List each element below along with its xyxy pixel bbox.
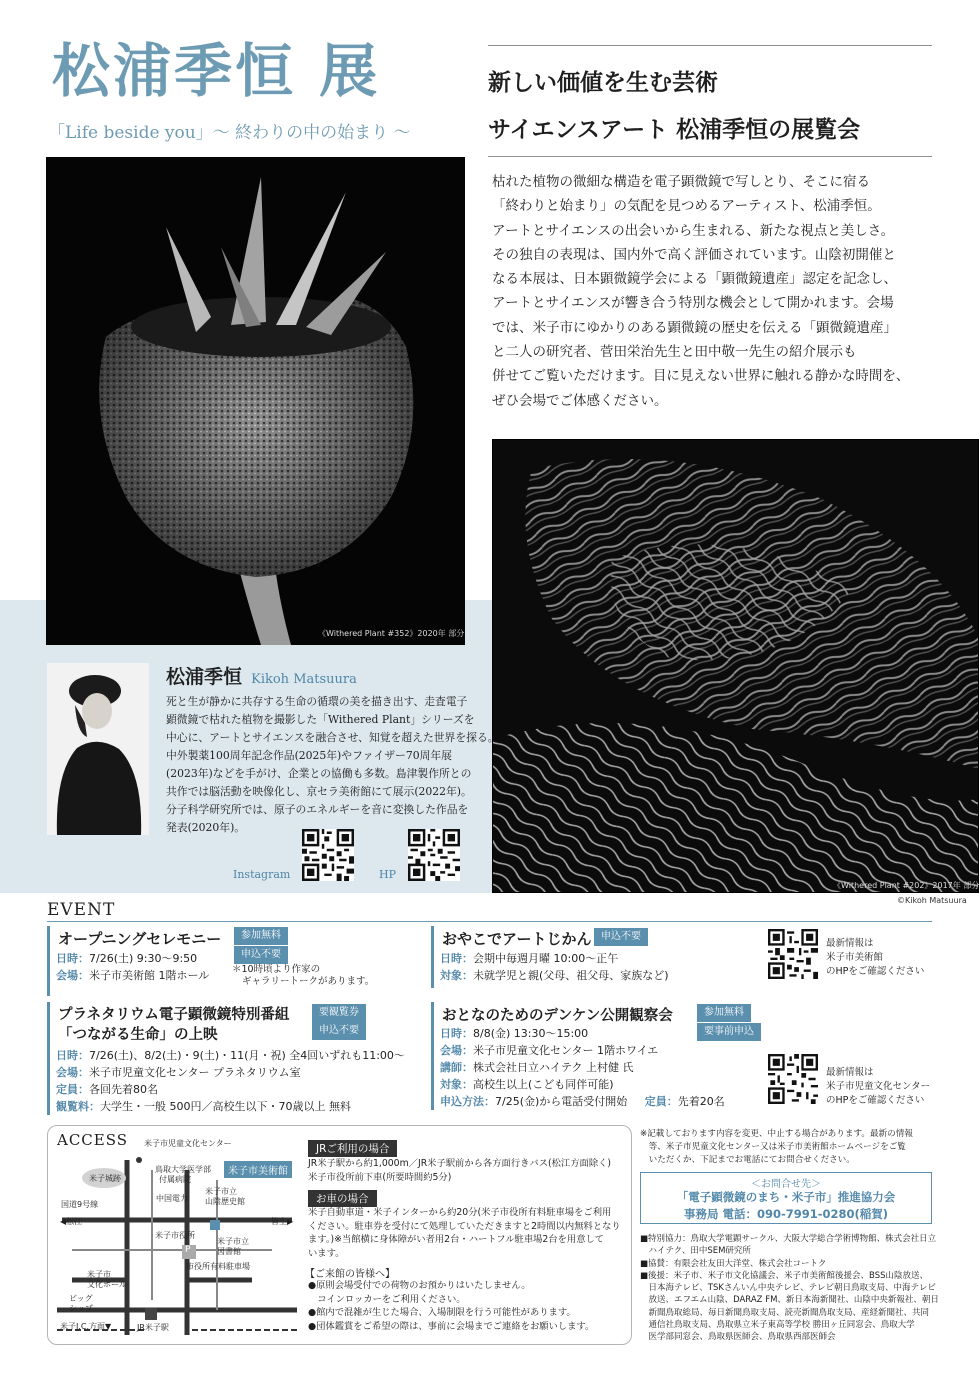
map-univ-label [155, 1165, 211, 1185]
map-bigship-label [69, 1294, 93, 1314]
map-parking-label: 市役所有料駐車場 [186, 1262, 250, 1271]
exhibition-title: 松浦季恒 展 [52, 37, 381, 105]
oyako-date-label: 日時： [440, 952, 473, 965]
credits-line: 放送、エフエム山陰、DARAZ FM、新日本海新聞社、山陰中央新報社、朝日 [640, 1295, 939, 1306]
denken-tag-free: 参加無料 [697, 1004, 751, 1022]
intro-line: では、米子市にゆかりのある顕微鏡の歴史を伝える「顕微鏡遺産」 [492, 319, 897, 336]
opening-note-line: ギャラリートークがあります。 [242, 976, 375, 987]
map-history-line: 山陰歴史館 [205, 1197, 245, 1206]
planetarium-venue-label: 会場： [56, 1066, 89, 1079]
visitor-text-line: ●原則会場受付での荷物のお預かりはいたしません。 [308, 1280, 531, 1291]
oyako-target-value: 未就学児と親(父母、祖父母、家族など) [473, 969, 669, 982]
planetarium-fee-label: 観覧料： [56, 1100, 100, 1113]
map-library-line: 米子市立 [217, 1237, 249, 1246]
map-kaike-label: 皆生▶ [271, 1217, 294, 1226]
planetarium-fee-value: 大学生・一般 500円／高校生以下・70歳以上 無料 [100, 1100, 351, 1113]
credits-line: ハイテク、田中SEM研究所 [640, 1246, 751, 1257]
car-text-line: ます。)※当館横に身体障がい者用2台・ハートフル駐車場2台を用意して [308, 1234, 605, 1245]
denken-date [440, 1025, 588, 1041]
map-cityhall-label: 米子市役所 [155, 1231, 195, 1240]
credits-line: 新聞鳥取総局、毎日新聞鳥取支局、読売新聞鳥取支局、産経新聞社、共同 [640, 1307, 930, 1318]
map-ic-label: 米子I.C.方面▼ [60, 1322, 112, 1331]
denken-target [440, 1076, 614, 1092]
planetarium-title-2: 「つながる生命」の上映 [58, 1027, 218, 1043]
header-divider-top [488, 45, 932, 46]
notice-line: いただくか、下記までお電話にてお問合せください。 [640, 1155, 855, 1165]
hp-label: HP [379, 868, 396, 881]
credits-line: 通信社鳥取支局、鳥取県立米子東高等学校 勝田ヶ丘同窓会、鳥取大学 [640, 1320, 915, 1331]
intro-line: その独自の表現は、国内外で高く評価されています。山陰初開催と [492, 246, 896, 263]
artist-bio [166, 693, 499, 837]
map-matsue-label: ◀松江 [60, 1217, 83, 1226]
planetarium-date-value: 7/26(土)、8/2(土)・9(土)・11(月・祝) 全4回いずれも11:00〜 [89, 1049, 405, 1062]
intro-line: 「終わりと始まり」の気配を見つめるアーティスト、松浦季恒。 [492, 198, 881, 215]
planetarium-fee [56, 1098, 351, 1114]
jr-heading: JRご利用の場合 [308, 1140, 397, 1157]
visitor-text [308, 1279, 594, 1333]
opening-date-label: 日時： [56, 952, 89, 965]
map-library-label [217, 1237, 249, 1257]
artwork-left [46, 157, 465, 645]
bio-line: 中心に、アートとサイエンスを融合させ、知覚を超えた世界を探る。 [166, 731, 499, 744]
denken-target-value: 高校生以上(こども同伴可能) [473, 1078, 614, 1091]
car-heading: お車の場合 [308, 1190, 377, 1207]
visitor-text-line: コインロッカーをご利用ください。 [308, 1293, 466, 1305]
oyako-target-label: 対象： [440, 969, 473, 982]
intro-line: アートとサイエンスの出会いから生まれる、新たな視点と美しさ。 [492, 222, 895, 239]
planetarium-title-1: プラネタリウム電子顕微鏡特別番組 [58, 1007, 290, 1023]
denken-venue-label: 会場： [440, 1044, 473, 1057]
denken-info-line: 最新情報は [826, 1067, 874, 1078]
artist-name-jp: 松浦季恒 [166, 666, 243, 688]
planetarium-tag-no-apply: 申込不要 [312, 1022, 366, 1040]
jr-text [308, 1157, 611, 1184]
intro-text [492, 170, 942, 413]
artwork-credit: ©Kikoh Matsuura [897, 896, 967, 905]
withered-pod-image [46, 157, 465, 645]
car-text-line: 米子自動車道・米子インターから約20分(米子市役所有料駐車場をご利用 [308, 1207, 612, 1218]
oyako-tag-no-apply: 申込不要 [594, 928, 648, 946]
map-station-label: JR米子駅 [137, 1323, 169, 1332]
credits-line: 医学部同窓会、鳥取県医師会、鳥取県西部医師会 [640, 1332, 836, 1343]
oyako-info-line: のHPをご確認ください [826, 966, 925, 977]
denken-apply-value: 7/25(金)から電話受付開始 [495, 1095, 628, 1108]
planetarium-date [56, 1047, 405, 1063]
contact-org: 「電子顕微鏡のまち・米子市」推進協力会 [676, 1190, 896, 1204]
notice-line: ※記載しております内容を変更、中止する場合があります。最新の情報 [640, 1129, 913, 1139]
planetarium-venue-value: 米子市児童文化センター プラネタリウム室 [89, 1066, 301, 1079]
contact-box [640, 1172, 932, 1224]
map-chuden-label: 中国電力 [156, 1194, 188, 1203]
map-univ-line: 鳥取大学医学部 [155, 1165, 211, 1174]
credits [640, 1233, 939, 1344]
artist-photo [47, 663, 149, 835]
notice-line: 等、米子市児童文化センター又は米子市美術館ホームページをご覧 [640, 1142, 906, 1152]
planetarium-venue [56, 1064, 301, 1080]
instagram-qr-code[interactable] [302, 829, 354, 881]
jr-text-line: JR米子駅から約1,000m／JR米子駅前から各方面行きバス(松江方面除く) [308, 1158, 612, 1169]
map-culture-line: 米子市 [87, 1270, 111, 1279]
intro-line: 併せてご覧いただけます。目に見えない世界に触れる静かな時間を、 [492, 368, 910, 385]
opening-tag-no-apply: 申込不要 [234, 946, 288, 964]
denken-venue-value: 米子市児童文化センター 1階ホワイエ [473, 1044, 659, 1057]
planetarium-date-label: 日時： [56, 1049, 89, 1062]
planetarium-capacity-label: 定員： [56, 1083, 89, 1096]
artist-name [166, 662, 357, 689]
intro-line: 枯れた植物の微細な構造を電子顕微鏡で写しとり、そこに宿る [492, 174, 870, 190]
bio-line: 中外製薬100周年記念作品(2025年)やファイザー70周年展 [166, 749, 452, 762]
denken-tag-apply: 要事前申込 [697, 1023, 761, 1041]
jr-text-line: 米子市役所前下車(所要時間約5分) [308, 1171, 452, 1183]
opening-venue [56, 967, 209, 983]
map-bigship-line: シップ [69, 1304, 93, 1313]
opening-note [232, 964, 374, 988]
oyako-target [440, 967, 669, 983]
exhibition-subtitle: 「Life beside you」〜 終わりの中の始まり 〜 [48, 123, 411, 143]
map-museum-label: 米子市美術館 [224, 1161, 292, 1178]
contact-heading: ＜お問合せ先＞ [751, 1179, 821, 1190]
opening-tag-free: 参加無料 [234, 927, 288, 945]
map-jidou-label: 米子市児童文化センター [144, 1139, 232, 1148]
planetarium-capacity-value: 各回先着80名 [89, 1083, 158, 1096]
parking-icon: P [185, 1245, 191, 1255]
withered-fibers-image [492, 439, 979, 893]
denken-qr-code[interactable] [768, 1054, 818, 1104]
credits-line: 日本海テレビ、TSKさんいん中央テレビ、テレビ朝日鳥取支局、中海テレビ [640, 1283, 936, 1294]
credits-line: ■特別協力：鳥取大学電顕サークル、大阪大学総合学術博物館、株式会社日立 [640, 1234, 937, 1244]
access-heading: ACCESS [57, 1131, 129, 1149]
instagram-label: Instagram [233, 868, 291, 881]
denken-info-line: のHPをご確認ください [826, 1095, 925, 1106]
event-oyako [431, 926, 731, 988]
denken-lecturer-value: 株式会社日立ハイテク 上村健 氏 [473, 1061, 634, 1074]
oyako-title: おやこでアートじかん [442, 930, 592, 948]
artist-portrait [47, 663, 149, 835]
hp-qr-code[interactable] [408, 829, 460, 881]
denken-lecturer [440, 1059, 634, 1075]
artwork-left-caption: 《Withered Plant #352》2020年 部分 [318, 629, 465, 638]
access-map [52, 1130, 302, 1340]
visitor-heading: 【ご来館の皆様へ】 [305, 1269, 395, 1280]
visitor-text-line: ●館内で混雑が生じた場合、入場制限を行う可能性があります。 [308, 1307, 576, 1318]
intro-line: なる本展は、日本顕微鏡学会による「顕微鏡遺産」認定を記念し、 [492, 271, 897, 288]
artwork-right-caption: 《Withered Plant #202》2017年 部分 [833, 881, 979, 890]
opening-venue-value: 米子市美術館 1階ホール [89, 969, 210, 982]
bio-line: 発表(2020年)。 [166, 821, 246, 834]
car-text-line: ください。駐車券を受付にて処理していただきますと2時間以内無料となり [308, 1220, 621, 1232]
denken-apply-label: 申込方法： [440, 1095, 495, 1108]
map-culture-label [87, 1270, 127, 1290]
bio-line: 分子科学研究所では、原子のエネルギーを音に変換した作品を [166, 803, 469, 816]
event-opening [47, 926, 427, 996]
intro-line: ぜひ会場でご体感ください。 [492, 392, 668, 409]
map-library-line: 図書館 [217, 1247, 241, 1256]
car-text [308, 1206, 621, 1260]
denken-capacity-label: 定員： [644, 1095, 678, 1108]
denken-apply [440, 1093, 725, 1109]
oyako-info [826, 937, 924, 979]
bio-line: 共作では脳活動を映像化し、京セラ美術館にて展示(2022年)。 [166, 785, 472, 798]
opening-date [56, 950, 197, 966]
oyako-date-value: 会期中毎週月曜 10:00〜正午 [473, 952, 619, 965]
oyako-qr-code[interactable] [768, 929, 818, 979]
event-heading: EVENT [47, 900, 116, 920]
oyako-info-line: 米子市美術館 [826, 952, 884, 963]
credits-line: ■協賛：有限会社友田大洋堂、株式会社コートク [640, 1258, 827, 1269]
credits-line: ■後援：米子市、米子市文化協議会、米子市美術館後援会、BSS山陰放送、 [640, 1270, 929, 1281]
intro-line: アートとサイエンスが響き合う特別な機会として開かれます。会場 [492, 295, 894, 312]
map-castle-label: 米子城跡 [89, 1174, 121, 1183]
denken-lecturer-label: 講師： [440, 1061, 473, 1074]
denken-info [826, 1066, 930, 1108]
opening-venue-label: 会場： [56, 969, 89, 982]
notice [640, 1128, 913, 1167]
artist-name-en: Kikoh Matsuura [251, 672, 357, 687]
planetarium-tag-ticket: 要観覧券 [312, 1004, 366, 1022]
opening-date-value: 7/26(土) 9:30〜9:50 [89, 952, 198, 965]
map-univ-line: 付属病院 [159, 1175, 191, 1184]
map-history-line: 米子市立 [205, 1187, 237, 1196]
bio-line: (2023年)などを手がけ、企業との協働も多数。島津製作所との [166, 767, 472, 780]
denken-capacity-value: 先着20名 [677, 1095, 725, 1108]
denken-target-label: 対象： [440, 1078, 473, 1091]
denken-info-line: 米子市児童文化センター [826, 1081, 931, 1092]
headline-2: サイエンスアート 松浦季恒の展覧会 [488, 116, 861, 143]
map-history-label [205, 1187, 245, 1207]
denken-title: おとなのためのデンケン公開観察会 [442, 1008, 673, 1024]
event-divider [47, 921, 932, 922]
intro-line: と二人の研究者、菅田栄治先生と田中敬一先生の紹介展示も [492, 344, 857, 361]
planetarium-capacity [56, 1081, 158, 1097]
event-planetarium [47, 1002, 427, 1115]
visitor-text-line: ●団体鑑賞をご希望の際は、事前に会場までご連絡をお願いします。 [308, 1320, 595, 1332]
opening-title: オープニングセレモニー [58, 930, 222, 948]
map-culture-line: 文化ホール [87, 1280, 127, 1289]
header-divider-bottom [488, 156, 932, 157]
denken-date-label: 日時： [440, 1027, 473, 1040]
denken-date-value: 8/8(金) 13:30〜15:00 [473, 1027, 589, 1040]
map-route9-label: 国道9号線 [61, 1200, 99, 1209]
car-text-line: います。 [308, 1247, 345, 1259]
artwork-right [492, 439, 979, 893]
oyako-info-line: 最新情報は [826, 938, 874, 949]
bio-line: 死と生が静かに共存する生命の循環の美を描き出す、走査電子 [166, 695, 468, 708]
denken-venue [440, 1042, 658, 1058]
headline-1: 新しい価値を生む芸術 [488, 69, 718, 96]
contact-office: 事務局 電話：090-7991-0280(稲賀) [683, 1207, 889, 1221]
map-bigship-line: ビッグ [69, 1294, 93, 1303]
event-denken [431, 1002, 761, 1110]
bio-line: 顕微鏡で枯れた植物を撮影した「Withered Plant」シリーズを [166, 713, 475, 726]
oyako-date [440, 950, 618, 966]
opening-note-line: ＊10時頃より作家の [232, 964, 321, 975]
